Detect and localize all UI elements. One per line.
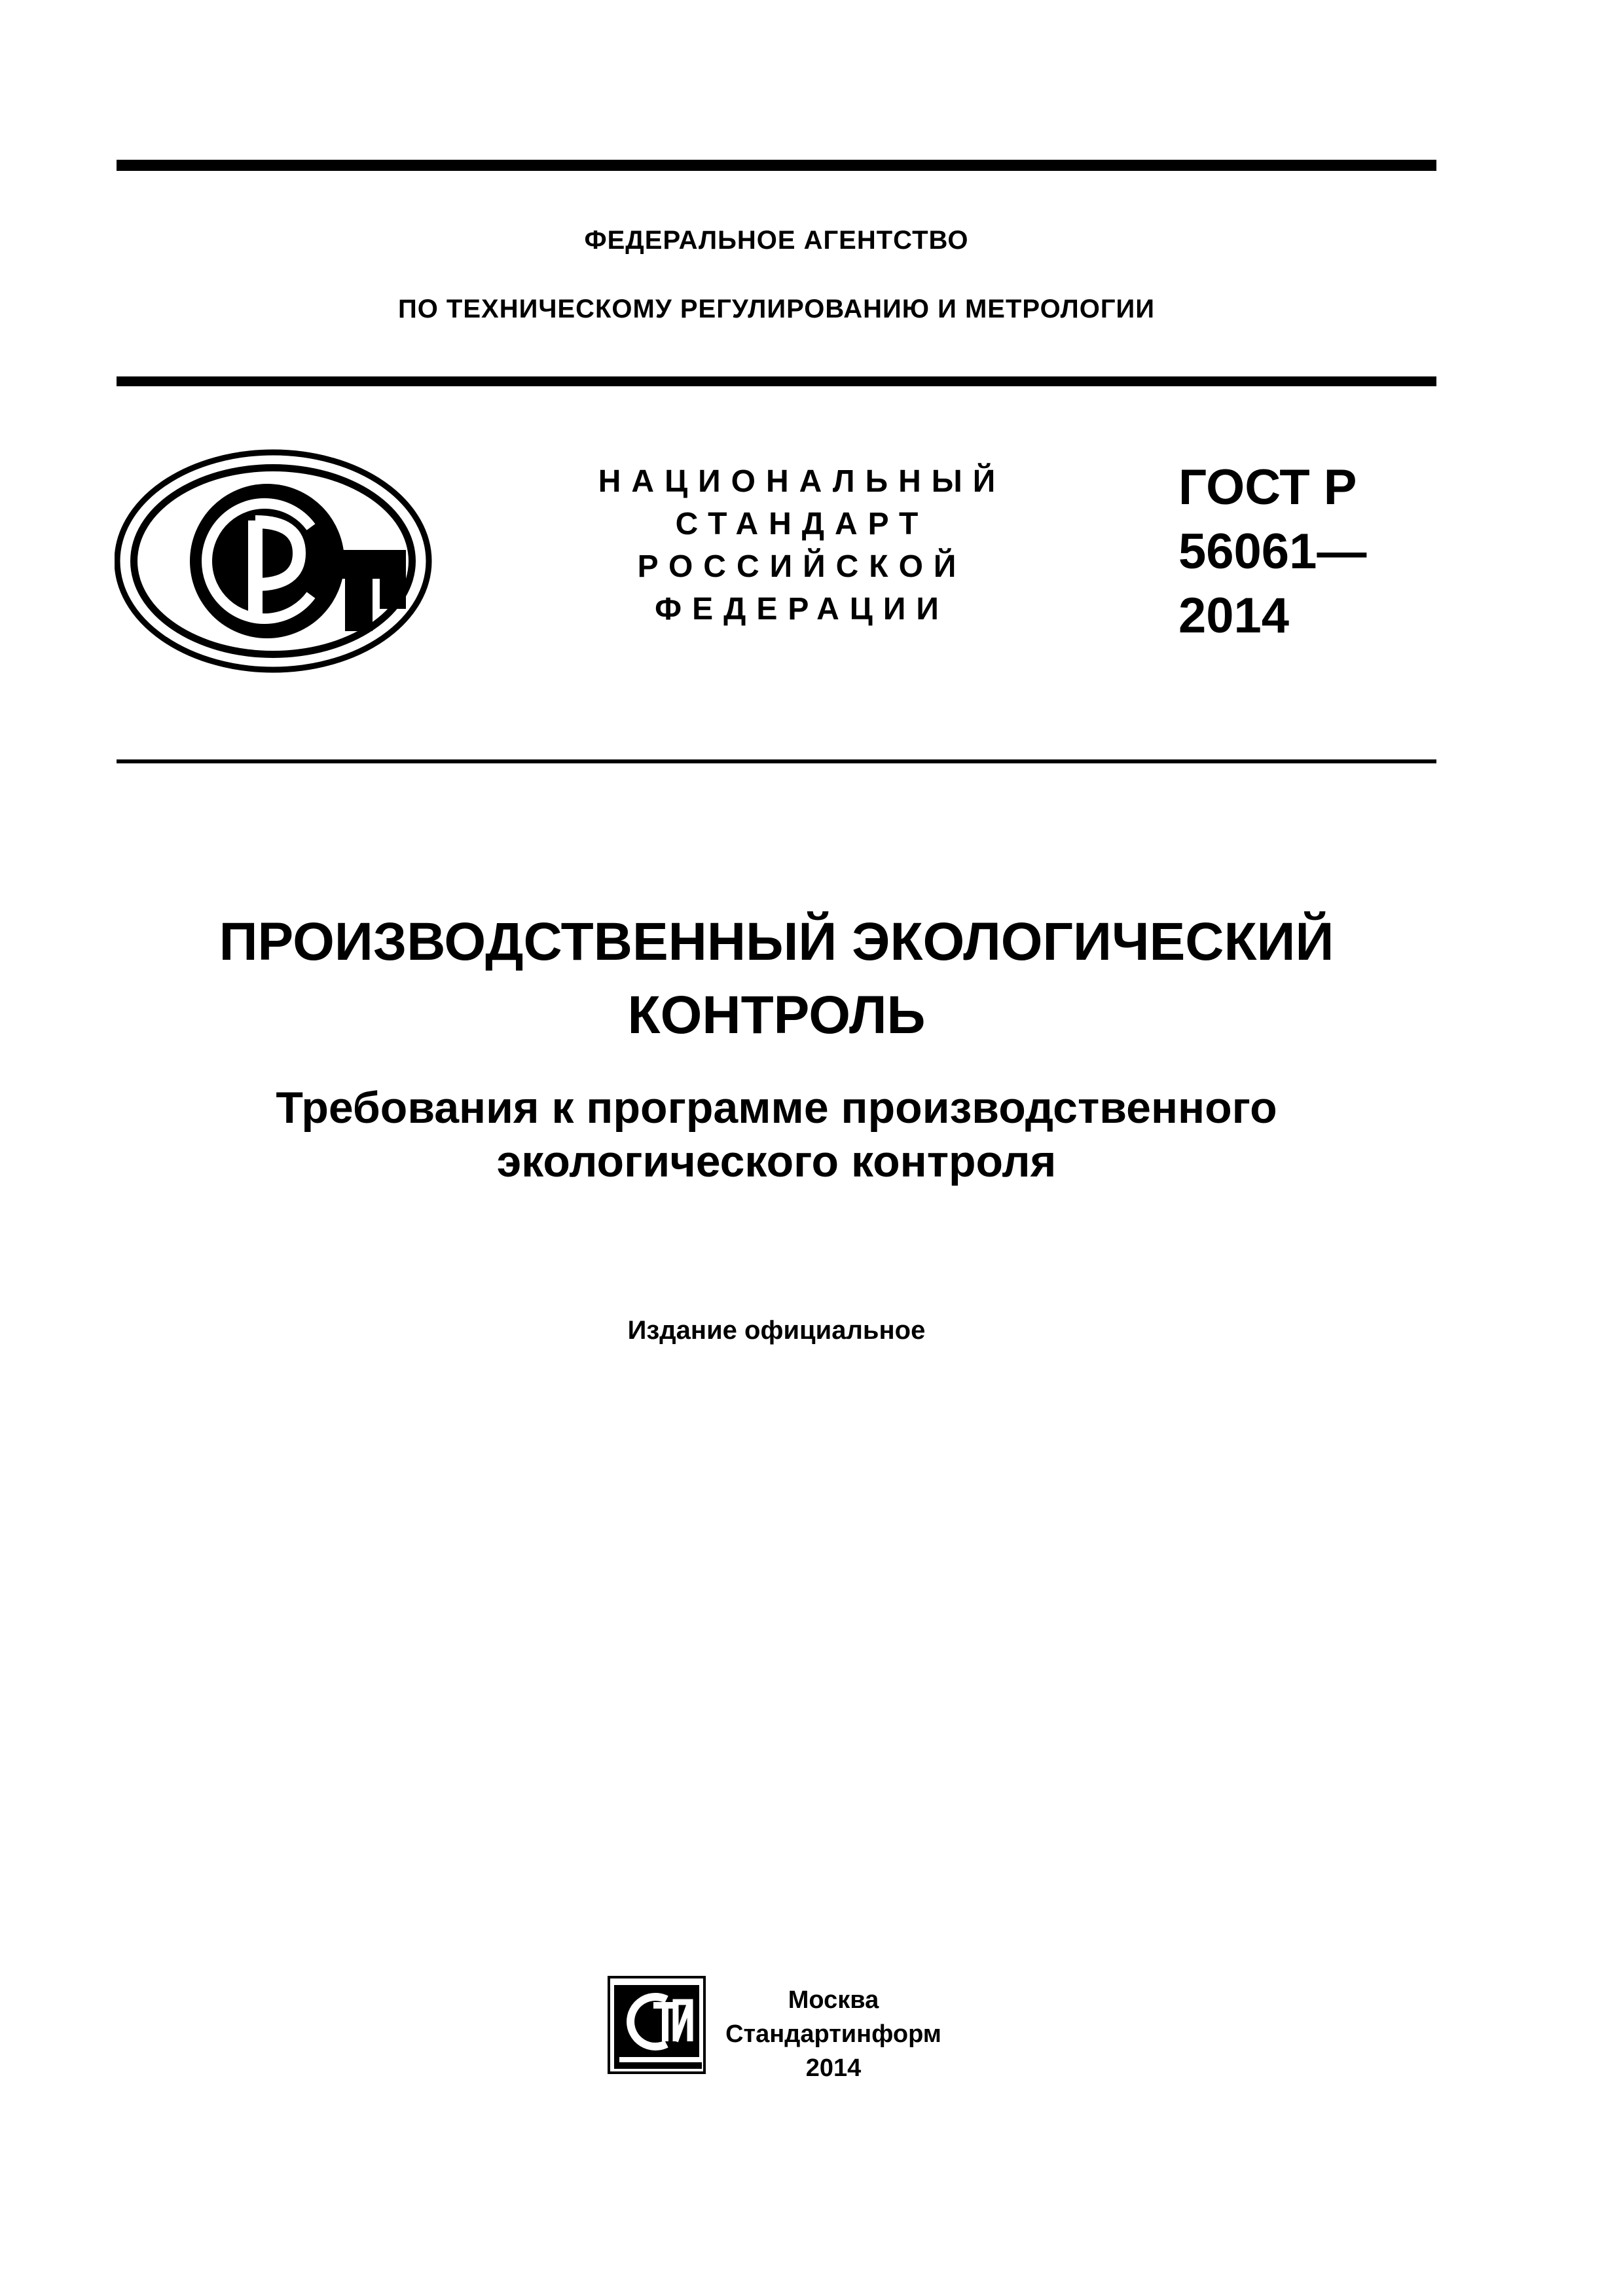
lower-rule <box>117 759 1436 763</box>
standartinform-logo-icon <box>608 1976 706 2074</box>
standard-designation-line-1: ГОСТ Р <box>1178 460 1357 515</box>
standard-kind-line-2: СТАНДАРТ <box>675 507 929 541</box>
standard-kind-line-1: НАЦИОНАЛЬНЫЙ <box>598 464 1006 499</box>
edition-note: Издание официальное <box>627 1316 926 1345</box>
document-subtitle-line-1: Требования к программе производственного <box>276 1083 1277 1133</box>
publisher-city: Москва <box>788 1986 879 2014</box>
publisher-year: 2014 <box>805 2054 862 2082</box>
agency-line-2: ПО ТЕХНИЧЕСКОМУ РЕГУЛИРОВАНИЮ И МЕТРОЛОГИИ <box>397 295 1156 323</box>
document-title-line-2: КОНТРОЛЬ <box>627 985 926 1045</box>
document-title-line-1: ПРОИЗВОДСТВЕННЫЙ ЭКОЛОГИЧЕСКИЙ <box>219 912 1334 972</box>
standard-kind-line-4: ФЕДЕРАЦИИ <box>655 592 949 627</box>
agency-line-1: ФЕДЕРАЛЬНОЕ АГЕНТСТВО <box>584 226 969 255</box>
document-subtitle-line-2: экологического контроля <box>496 1137 1057 1186</box>
standard-designation-line-3: 2014 <box>1178 588 1290 644</box>
top-rule <box>117 160 1436 171</box>
publisher-name: Стандартинформ <box>725 2020 941 2048</box>
middle-rule <box>117 376 1436 386</box>
standard-kind-line-3: РОССИЙСКОЙ <box>637 549 967 584</box>
standard-designation-line-2: 56061— <box>1178 524 1367 579</box>
gost-r-rst-logo-icon <box>115 448 432 674</box>
